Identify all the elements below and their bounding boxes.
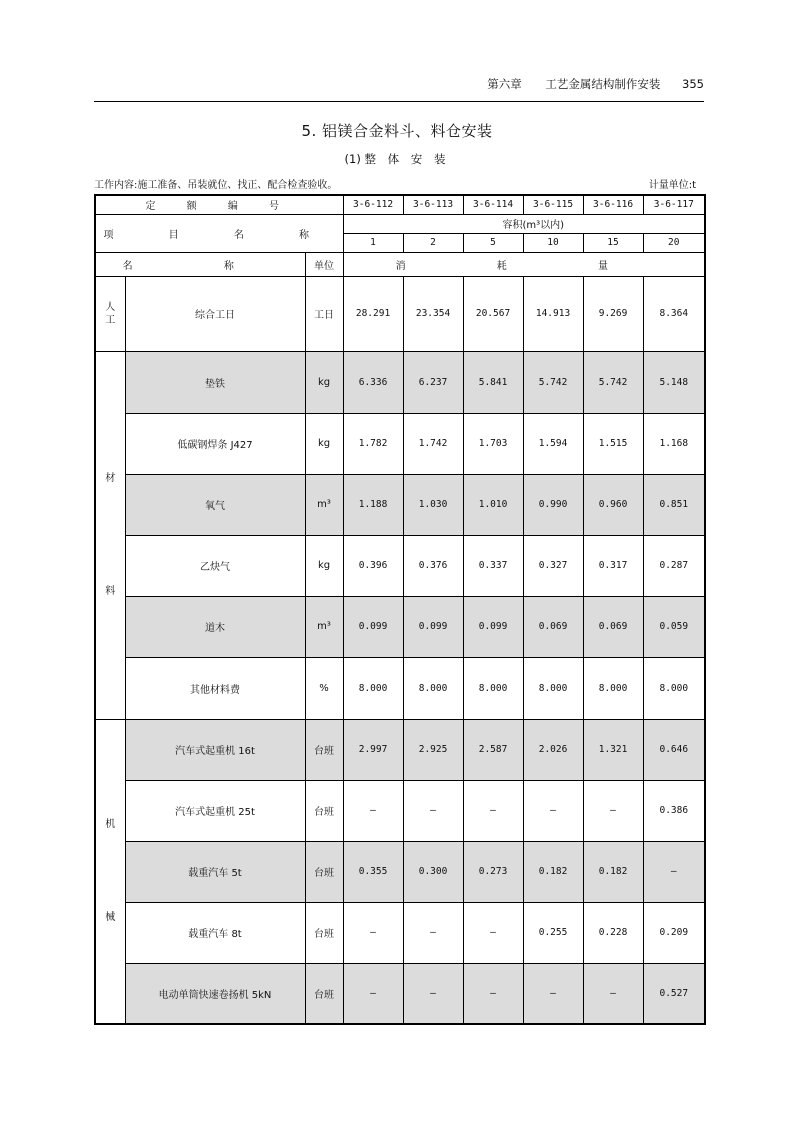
item-value: — <box>463 780 523 841</box>
item-value: 0.317 <box>583 535 643 596</box>
item-value: 8.000 <box>463 657 523 719</box>
capacity-label: 容积(m³以内) <box>343 214 705 233</box>
item-value: 0.099 <box>463 596 523 657</box>
item-value: 1.188 <box>343 474 403 535</box>
item-value: 5.742 <box>523 351 583 413</box>
item-value: 8.364 <box>643 276 705 351</box>
item-value: — <box>583 963 643 1024</box>
table-row <box>95 474 705 535</box>
capacity-value: 2 <box>403 233 463 252</box>
table-row <box>95 276 705 351</box>
quota-code: 3-6-113 <box>403 195 463 214</box>
chapter-label: 第六章 <box>487 77 522 91</box>
item-name: 乙炔气 <box>125 535 305 596</box>
consumption-header: 消 耗 量 <box>343 252 705 276</box>
item-value: 2.925 <box>403 719 463 780</box>
item-name: 汽车式起重机 25t <box>125 780 305 841</box>
item-name: 其他材料费 <box>125 657 305 719</box>
quota-code: 3-6-116 <box>583 195 643 214</box>
item-value: 0.386 <box>643 780 705 841</box>
category-machinery: 机 械 <box>95 719 125 1024</box>
category-materials: 材 料 <box>95 351 125 719</box>
item-unit: % <box>305 657 343 719</box>
unit-header: 单位 <box>305 252 343 276</box>
table-row <box>95 780 705 841</box>
item-label: 项 目 名 称 <box>95 214 343 252</box>
item-value: 0.273 <box>463 841 523 902</box>
item-unit: 台班 <box>305 963 343 1024</box>
table-row <box>95 596 705 657</box>
item-value: 5.742 <box>583 351 643 413</box>
item-value: 0.287 <box>643 535 705 596</box>
item-value: 2.587 <box>463 719 523 780</box>
measure-unit: 计量单位:t <box>648 180 696 191</box>
item-unit: m³ <box>305 596 343 657</box>
item-value: 0.527 <box>643 963 705 1024</box>
section-title: 5. 铝镁合金料斗、料仓安装 <box>301 122 493 140</box>
table-row <box>95 902 705 963</box>
item-value: 23.354 <box>403 276 463 351</box>
item-unit: 工日 <box>305 276 343 351</box>
quota-code: 3-6-115 <box>523 195 583 214</box>
subtitle-text: 整 体 安 装 <box>364 152 450 166</box>
item-value: 0.646 <box>643 719 705 780</box>
item-value: — <box>343 963 403 1024</box>
name-header: 名 称 <box>95 252 305 276</box>
item-value: — <box>343 902 403 963</box>
item-value: 1.515 <box>583 413 643 474</box>
item-value: 5.148 <box>643 351 705 413</box>
item-value: — <box>523 963 583 1024</box>
item-unit: kg <box>305 351 343 413</box>
item-unit: kg <box>305 535 343 596</box>
quota-label: 定 额 编 号 <box>95 195 343 214</box>
item-name: 汽车式起重机 16t <box>125 719 305 780</box>
item-value: 0.069 <box>583 596 643 657</box>
item-value: 0.376 <box>403 535 463 596</box>
item-value: — <box>403 963 463 1024</box>
item-value: 9.269 <box>583 276 643 351</box>
item-name: 载重汽车 8t <box>125 902 305 963</box>
item-value: 8.000 <box>583 657 643 719</box>
item-unit: 台班 <box>305 841 343 902</box>
item-value: — <box>463 902 523 963</box>
quota-code: 3-6-114 <box>463 195 523 214</box>
item-value: — <box>583 780 643 841</box>
page-number: 355 <box>682 77 704 91</box>
item-value: 0.327 <box>523 535 583 596</box>
item-value: 0.355 <box>343 841 403 902</box>
item-value: 1.782 <box>343 413 403 474</box>
item-value: 6.237 <box>403 351 463 413</box>
item-value: 20.567 <box>463 276 523 351</box>
page-header <box>94 76 704 94</box>
table-row <box>95 535 705 596</box>
capacity-value: 5 <box>463 233 523 252</box>
item-value: 6.336 <box>343 351 403 413</box>
item-value: 5.841 <box>463 351 523 413</box>
item-value: 0.099 <box>403 596 463 657</box>
quota-code-row <box>95 195 705 214</box>
item-value: 8.000 <box>643 657 705 719</box>
table-row <box>95 657 705 719</box>
item-unit: kg <box>305 413 343 474</box>
item-value: 0.300 <box>403 841 463 902</box>
capacity-header-row <box>95 214 705 233</box>
item-value: 1.742 <box>403 413 463 474</box>
item-value: 0.069 <box>523 596 583 657</box>
item-name: 电动单筒快速卷扬机 5kN <box>125 963 305 1024</box>
quota-table <box>94 194 706 1025</box>
item-unit: 台班 <box>305 719 343 780</box>
item-unit: 台班 <box>305 902 343 963</box>
quota-code: 3-6-112 <box>343 195 403 214</box>
item-value: 1.030 <box>403 474 463 535</box>
item-value: 8.000 <box>403 657 463 719</box>
item-name: 低碳钢焊条 J427 <box>125 413 305 474</box>
item-value: — <box>643 841 705 902</box>
item-unit: 台班 <box>305 780 343 841</box>
item-value: 28.291 <box>343 276 403 351</box>
work-content: 工作内容:施工准备、吊装就位、找正、配合检查验收。 <box>94 180 338 191</box>
item-value: 0.960 <box>583 474 643 535</box>
table-row <box>95 351 705 413</box>
item-value: 14.913 <box>523 276 583 351</box>
item-value: 0.099 <box>343 596 403 657</box>
category-labor: 人工 <box>95 276 125 351</box>
item-value: 0.255 <box>523 902 583 963</box>
item-value: 2.997 <box>343 719 403 780</box>
item-value: 1.010 <box>463 474 523 535</box>
chapter-title: 工艺金属结构制作安装 <box>545 77 661 91</box>
section-subtitle <box>0 151 794 167</box>
item-value: 0.396 <box>343 535 403 596</box>
item-value: 0.990 <box>523 474 583 535</box>
item-value: 8.000 <box>343 657 403 719</box>
item-value: 0.228 <box>583 902 643 963</box>
item-value: — <box>403 780 463 841</box>
quota-code: 3-6-117 <box>643 195 705 214</box>
item-name: 氧气 <box>125 474 305 535</box>
item-value: 1.321 <box>583 719 643 780</box>
item-value: 0.059 <box>643 596 705 657</box>
item-value: 0.337 <box>463 535 523 596</box>
capacity-value: 20 <box>643 233 705 252</box>
item-name: 垫铁 <box>125 351 305 413</box>
item-value: — <box>403 902 463 963</box>
table-row <box>95 841 705 902</box>
item-value: — <box>523 780 583 841</box>
item-value: 1.168 <box>643 413 705 474</box>
column-header-row <box>95 252 705 276</box>
item-name: 道木 <box>125 596 305 657</box>
item-value: 1.703 <box>463 413 523 474</box>
item-value: 0.182 <box>523 841 583 902</box>
table-row <box>95 413 705 474</box>
item-name: 综合工日 <box>125 276 305 351</box>
item-value: 1.594 <box>523 413 583 474</box>
capacity-value: 10 <box>523 233 583 252</box>
item-value: — <box>463 963 523 1024</box>
item-name: 载重汽车 5t <box>125 841 305 902</box>
item-unit: m³ <box>305 474 343 535</box>
item-value: — <box>343 780 403 841</box>
item-value: 0.182 <box>583 841 643 902</box>
item-value: 8.000 <box>523 657 583 719</box>
table-row <box>95 963 705 1024</box>
table-row <box>95 719 705 780</box>
item-value: 0.851 <box>643 474 705 535</box>
subtitle-number: (1) <box>344 152 361 166</box>
capacity-value: 1 <box>343 233 403 252</box>
item-value: 0.209 <box>643 902 705 963</box>
capacity-value: 15 <box>583 233 643 252</box>
item-value: 2.026 <box>523 719 583 780</box>
work-content-line <box>94 176 704 192</box>
header-rule <box>94 101 704 102</box>
